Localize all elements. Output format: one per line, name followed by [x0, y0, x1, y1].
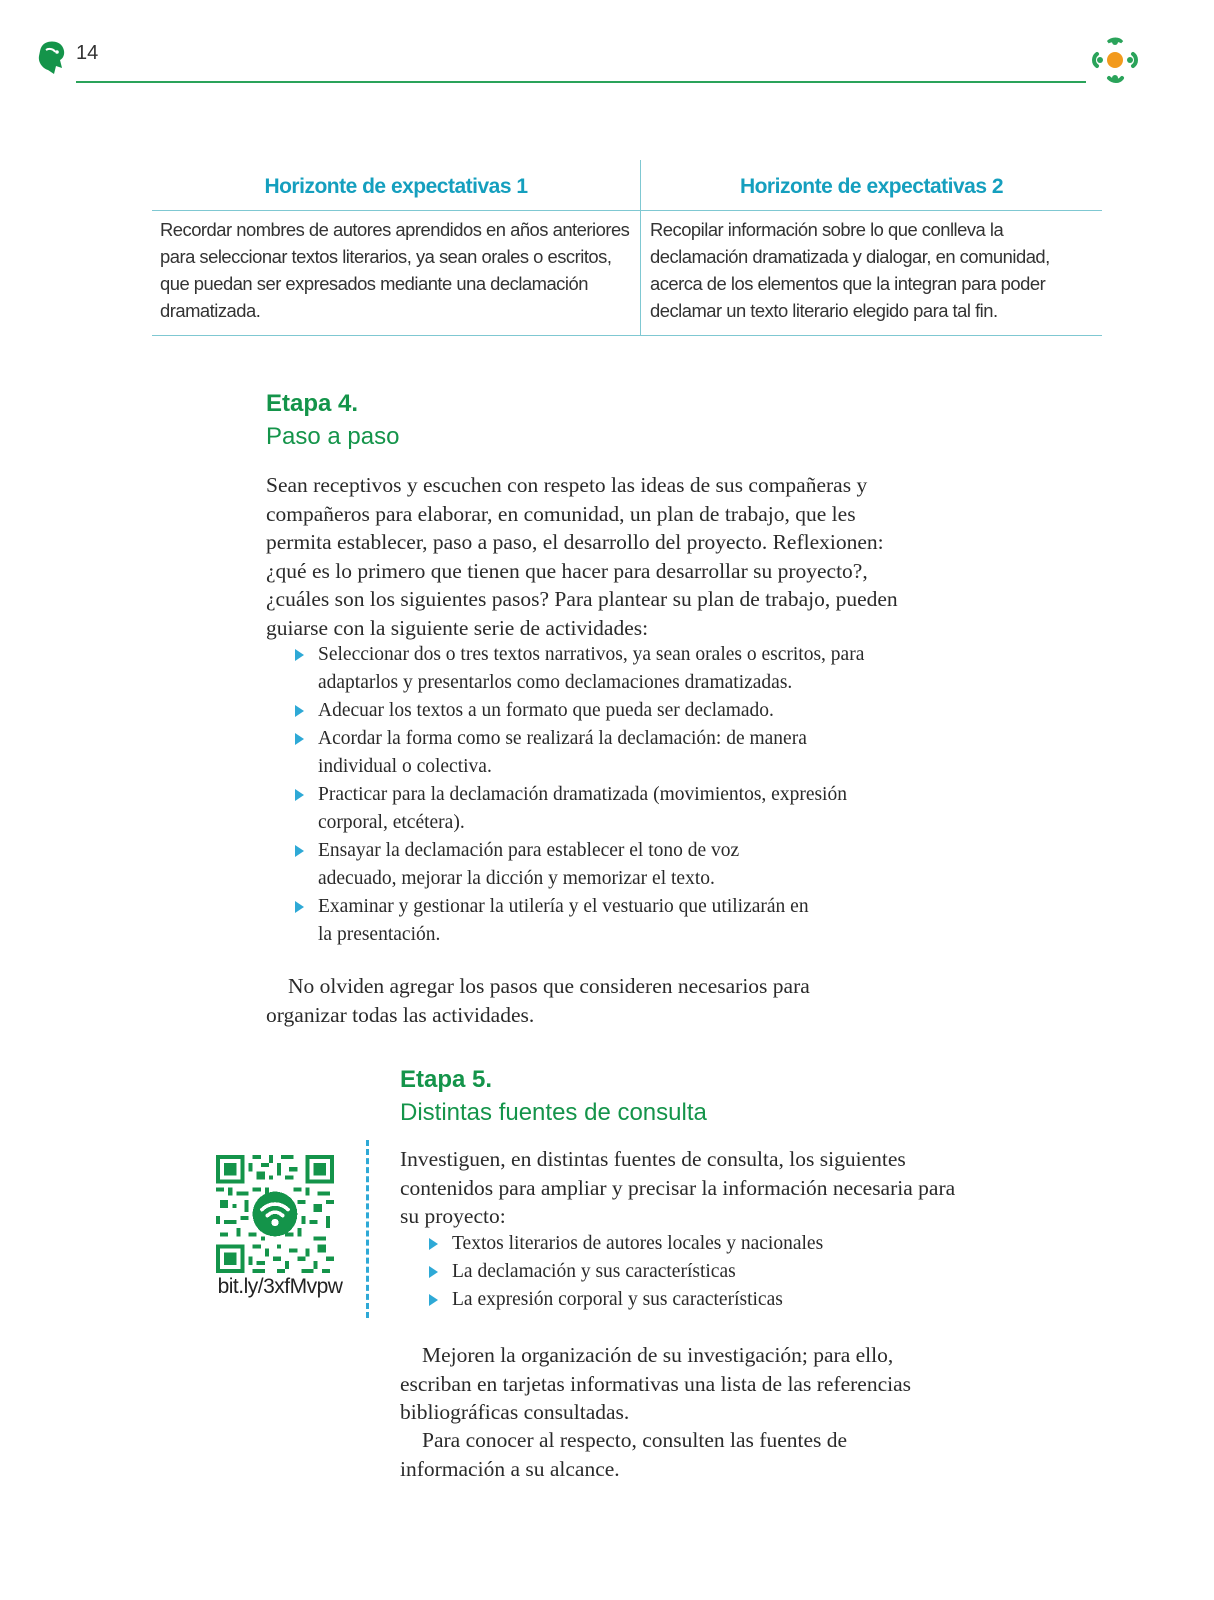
- list-item: Ensayar la declamación para establecer el tono de voz adecuado, mejorar la dicción y memorizar el texto.: [266, 837, 906, 893]
- triangle-bullet-icon: [295, 705, 304, 717]
- etapa4-activity-list: [266, 641, 906, 949]
- etapa5-content-list: [400, 1230, 920, 1314]
- list-item: Practicar para la declamación dramatizada (movimientos, expresión corporal, etcétera).: [266, 781, 906, 837]
- book-logo-icon: [36, 40, 68, 76]
- list-item: Acordar la forma como se realizará la declamación: de manera individual o colectiva.: [266, 725, 906, 781]
- triangle-bullet-icon: [429, 1238, 438, 1250]
- table-divider-header: [152, 210, 1102, 211]
- etapa4-title: Etapa 4.: [266, 390, 359, 417]
- qr-code[interactable]: [216, 1155, 334, 1273]
- list-item: Adecuar los textos a un formato que pueda ser declamado.: [266, 697, 906, 725]
- etapa5-subtitle: Distintas fuentes de consulta: [400, 1099, 707, 1126]
- list-item: La declamación y sus características: [400, 1258, 920, 1286]
- triangle-bullet-icon: [429, 1294, 438, 1306]
- triangle-bullet-icon: [295, 789, 304, 801]
- list-item: Examinar y gestionar la utilería y el vestuario que utilizarán en la presentación.: [266, 893, 906, 949]
- expectations-table: [152, 160, 1102, 336]
- etapa5-paragraph-1: Mejoren la organización de su investigación; para ello, escriban en tarjetas informativas una lista de las referencias bibliográficas consultadas.: [400, 1343, 911, 1424]
- etapa5-intro: Investiguen, en distintas fuentes de consulta, los siguientes contenidos para ampliar y precisar la información necesaria para su proyecto:: [400, 1147, 956, 1228]
- etapa5-title: Etapa 5.: [400, 1066, 493, 1093]
- triangle-bullet-icon: [295, 649, 304, 661]
- header-rule: [76, 81, 1086, 83]
- etapa4-subtitle: Paso a paso: [266, 423, 400, 450]
- circular-emblem-icon: [1088, 33, 1142, 87]
- triangle-bullet-icon: [295, 901, 304, 913]
- table-cell-1: Recordar nombres de autores aprendidos en años anteriores para seleccionar textos literarios, ya sean orales o escritos, que puedan ser expresados mediante una declamación dramatizada.: [160, 219, 630, 321]
- etapa4-closing: No olviden agregar los pasos que consideren necesarios para organizar todas las actividades.: [266, 974, 810, 1027]
- table-divider-bottom: [152, 335, 1102, 336]
- etapa4-intro: Sean receptivos y escuchen con respeto las ideas de sus compañeras y compañeros para elaborar, en comunidad, un plan de trabajo, que les permita establecer, paso a paso, el desarrollo del proyecto. Reflexionen: ¿qué es lo primero que tienen que hacer para desarrollar su proyecto?, ¿cuáles son los siguientes pasos? Para plantear su plan de trabajo, pueden guiarse con la siguiente serie de actividades:: [266, 473, 898, 640]
- list-item: La expresión corporal y sus características: [400, 1286, 920, 1314]
- etapa5-paragraph-2: Para conocer al respecto, consulten las fuentes de información a su alcance.: [400, 1428, 848, 1481]
- list-item: Textos literarios de autores locales y nacionales: [400, 1230, 920, 1258]
- table-header-1: Horizonte de expectativas 1: [264, 175, 528, 198]
- triangle-bullet-icon: [295, 733, 304, 745]
- page-number: 14: [76, 42, 99, 64]
- triangle-bullet-icon: [295, 845, 304, 857]
- triangle-bullet-icon: [429, 1266, 438, 1278]
- qr-link[interactable]: bit.ly/3xfMvpw: [217, 1275, 343, 1298]
- list-item: Seleccionar dos o tres textos narrativos, ya sean orales o escritos, para adaptarlos y presentarlos como declamaciones dramatizadas.: [266, 641, 906, 697]
- table-header-2: Horizonte de expectativas 2: [739, 175, 1004, 198]
- table-cell-2: Recopilar información sobre lo que conlleva la declamación dramatizada y dialogar, en comunidad, acerca de los elementos que la integran para poder declamar un texto literario elegido para tal fin.: [650, 219, 1050, 321]
- dashed-separator: [366, 1140, 369, 1318]
